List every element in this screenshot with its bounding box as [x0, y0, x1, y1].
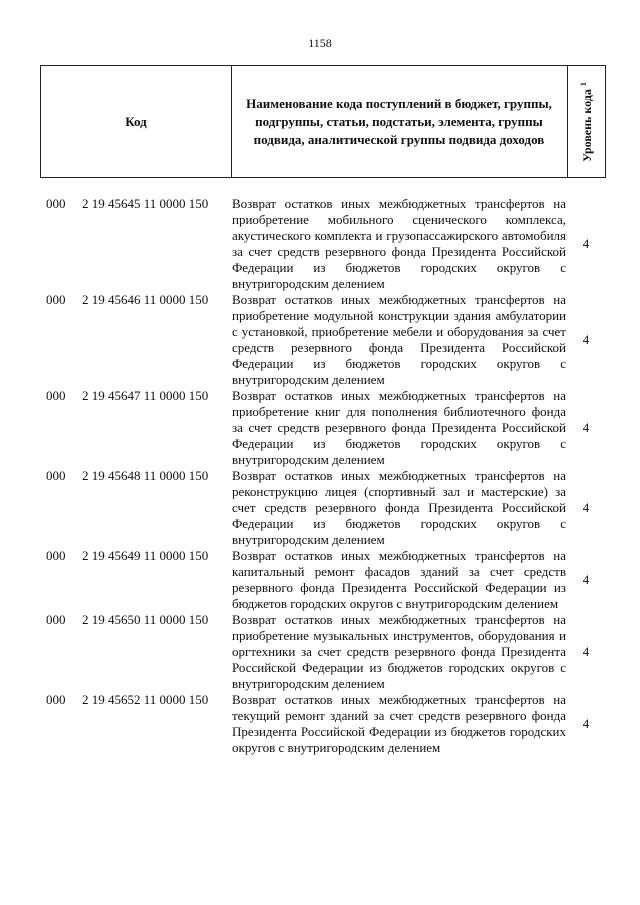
row-admin-code: 000 — [46, 468, 66, 483]
row-income-name: Возврат остатков иных межбюджетных трансфертов на текущий ремонт зданий за счет средств резервного фонда Президента Российской Федерации из бюджетов городских округов с внутригородским делением — [232, 692, 566, 755]
row-income-code: 2 19 45649 11 0000 150 — [82, 548, 209, 563]
row-income-code: 2 19 45648 11 0000 150 — [82, 468, 209, 483]
row-admin-code: 000 — [46, 388, 66, 403]
header-level-cell — [568, 66, 606, 177]
row-income-code: 2 19 45645 11 0000 150 — [82, 196, 209, 211]
table-row — [46, 468, 606, 548]
row-level: 4 — [582, 716, 590, 731]
row-admin-code: 000 — [46, 292, 66, 307]
header-code: Код — [41, 66, 232, 177]
table-row — [46, 388, 606, 468]
table-row — [46, 196, 606, 292]
table-row — [46, 692, 606, 756]
row-level: 4 — [582, 420, 590, 435]
header-level-note: 1 — [579, 81, 588, 86]
row-level: 4 — [582, 500, 590, 515]
row-level: 4 — [582, 572, 590, 587]
table-header — [40, 65, 606, 178]
row-level: 4 — [582, 332, 590, 347]
row-admin-code: 000 — [46, 196, 66, 211]
row-income-code: 2 19 45647 11 0000 150 — [82, 388, 209, 403]
row-admin-code: 000 — [46, 548, 66, 563]
row-income-name: Возврат остатков иных межбюджетных трансфертов на приобретение музыкальных инструментов, оборудования и оргтехники за счет средств резервного фонда Президента Российской Федерации из бюджетов городских округов с внутригородским делением — [232, 612, 566, 691]
row-income-code: 2 19 45646 11 0000 150 — [82, 292, 209, 307]
row-income-code: 2 19 45650 11 0000 150 — [82, 612, 209, 627]
table-body — [46, 196, 606, 756]
header-name: Наименование кода поступлений в бюджет, группы, подгруппы, статьи, подстатьи, элемента, группы подвида, аналитической группы подвида доходов — [231, 66, 568, 177]
table-row — [46, 292, 606, 388]
row-income-code: 2 19 45652 11 0000 150 — [82, 692, 209, 707]
table-row — [46, 548, 606, 612]
table-row — [46, 612, 606, 692]
row-level: 4 — [582, 644, 590, 659]
row-income-name: Возврат остатков иных межбюджетных трансфертов на приобретение мобильного сценического комплекса, акустического комплекта и грузопассажирского автомобиля за счет средств резервного фонда Президента Российской Федерации из бюджетов городских округов с внутригородским делением — [232, 196, 566, 291]
page-number: 1158 — [308, 36, 332, 50]
row-income-name: Возврат остатков иных межбюджетных трансфертов на приобретение книг для пополнения библиотечного фонда за счет средств резервного фонда Президента Российской Федерации из бюджетов городских округов с внутригородским делением — [232, 388, 566, 467]
row-income-name: Возврат остатков иных межбюджетных трансфертов на капитальный ремонт фасадов зданий за счет средств резервного фонда Президента Российской Федерации из бюджетов городских округов с внутригородским делением — [232, 548, 566, 611]
header-level-label: Уровень кода — [580, 88, 594, 162]
row-income-name: Возврат остатков иных межбюджетных трансфертов на реконструкцию лицея (спортивный зал и мастерские) за счет средств резервного фонда Президента Российской Федерации из бюджетов городских округов с внутригородским делением — [232, 468, 566, 547]
row-admin-code: 000 — [46, 612, 66, 627]
row-level: 4 — [582, 236, 590, 251]
header-level — [579, 82, 595, 162]
row-income-name: Возврат остатков иных межбюджетных трансфертов на приобретение модульной конструкции здания амбулатории с установкой, приобретение мебели и оборудования за счет средств резервного фонда Президента Российской Федерации из бюджетов городских округов с внутригородским делением — [232, 292, 566, 387]
row-admin-code: 000 — [46, 692, 66, 707]
